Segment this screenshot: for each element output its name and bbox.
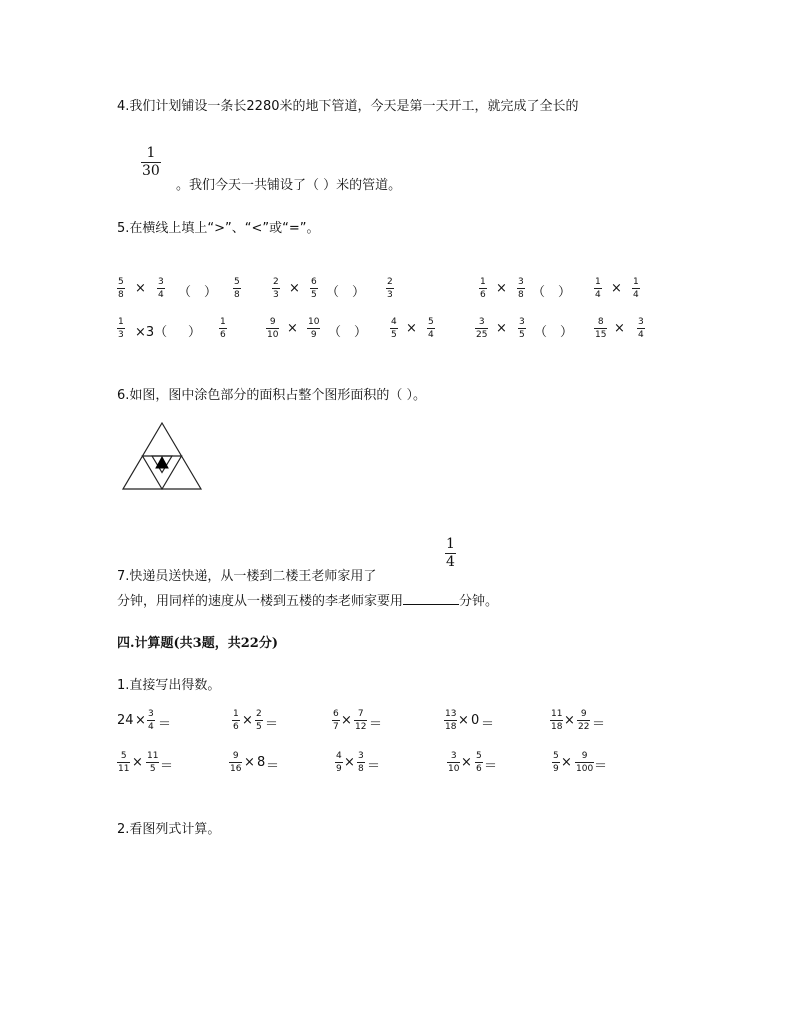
q5-r1-frac-a1 bbox=[117, 277, 125, 300]
q4-line2: 。我们今天一共铺设了（ ）米的管道。 bbox=[176, 178, 402, 193]
q7-fraction bbox=[445, 537, 456, 570]
q7-line2-post: 分钟。 bbox=[459, 594, 499, 609]
q5-r2-times-c: × bbox=[496, 321, 507, 336]
calc-r2-a-frac2-bar bbox=[146, 762, 159, 763]
q5-r1-frac-b3-bar bbox=[386, 288, 394, 289]
q4-frac-den: 30 bbox=[142, 163, 160, 179]
calc-r2-b-frac1-den: 16 bbox=[230, 764, 242, 774]
q5-r2-frac-b3-bar bbox=[390, 328, 398, 329]
q5-r2-frac-b2-num: 10 bbox=[308, 317, 320, 327]
calc-r2-a-frac1-num: 5 bbox=[120, 751, 127, 761]
q5-r1-frac-b1-den: 3 bbox=[273, 290, 279, 300]
calc-r1-d-frac1-num: 13 bbox=[445, 709, 457, 719]
q4-line1: 4.我们计划铺设一条长2280米的地下管道，今天是第一天开工，就完成了全长的 bbox=[117, 99, 579, 114]
calc-r2-c-frac2-num: 3 bbox=[358, 751, 364, 761]
q5-r2-frac-b1-num: 9 bbox=[269, 317, 276, 327]
q5-r2-frac-b4 bbox=[427, 317, 435, 340]
q5-r2-frac-c3-den: 15 bbox=[595, 330, 607, 340]
q5-r2-frac-b1 bbox=[266, 317, 279, 340]
q5-r1-frac-a1-den: 8 bbox=[118, 290, 124, 300]
q5-r2-times-b2: × bbox=[406, 321, 417, 336]
calc-r2-c-frac1-bar bbox=[335, 762, 343, 763]
calc-r1-e-frac2 bbox=[577, 709, 590, 732]
calc-r1-c-frac1 bbox=[332, 709, 340, 732]
q5-r1-frac-c4 bbox=[632, 277, 640, 300]
calc-r2-d-frac2-num: 5 bbox=[476, 751, 482, 761]
q5-r1-frac-a2 bbox=[157, 277, 165, 300]
q5-r2-times-b: × bbox=[287, 321, 298, 336]
calc-r1-b-eq[interactable]: ＝ bbox=[265, 717, 279, 732]
calc-r1-e-frac1-num: 11 bbox=[551, 709, 563, 719]
q5-r1-frac-a3 bbox=[233, 277, 241, 300]
calc-r2-e-frac1-den: 9 bbox=[553, 764, 559, 774]
q5-r2-frac-c2-num: 3 bbox=[519, 317, 525, 327]
q5-r2-frac-c3-bar bbox=[594, 328, 607, 329]
calc-r1-c-frac2-bar bbox=[354, 720, 367, 721]
calc-r2-d-frac2-bar bbox=[475, 762, 483, 763]
calc-r1-e-frac1 bbox=[550, 709, 563, 732]
q5-r1-frac-c4-num: 1 bbox=[633, 277, 639, 287]
q5-r2-frac-c3 bbox=[594, 317, 607, 340]
q5-r1-frac-a2-num: 3 bbox=[158, 277, 164, 287]
q5-r1-frac-a3-den: 8 bbox=[234, 290, 240, 300]
q5-r1-frac-b3 bbox=[386, 277, 394, 300]
calc-r1-a-frac-bar bbox=[147, 720, 155, 721]
q5-r1-frac-c3-den: 4 bbox=[595, 290, 601, 300]
q5-r1-frac-b3-den: 3 bbox=[387, 290, 393, 300]
calc-r2-d-times: × bbox=[461, 755, 472, 770]
q5-r2-frac-a2-bar bbox=[219, 328, 227, 329]
q5-r2-frac-b1-bar bbox=[266, 328, 279, 329]
calc-r1-c-frac2-num: 7 bbox=[357, 709, 364, 719]
calc-r2-c-frac1-num: 4 bbox=[336, 751, 342, 761]
calc-r1-e-frac2-den: 22 bbox=[578, 722, 590, 732]
q5-title: 5.在横线上填上“>”、“<”或“=”。 bbox=[117, 221, 320, 236]
q4-fraction bbox=[141, 146, 161, 179]
calc-r1-b-frac2-bar bbox=[255, 720, 263, 721]
calc-r1-c-frac2 bbox=[354, 709, 367, 732]
q5-r1-frac-b1-bar bbox=[272, 288, 280, 289]
calc-r2-c-frac1-den: 9 bbox=[336, 764, 342, 774]
q5-r2-frac-c4-den: 4 bbox=[638, 330, 644, 340]
q5-r1-frac-c2-bar bbox=[517, 288, 525, 289]
q5-r2-frac-b3-den: 5 bbox=[391, 330, 397, 340]
q5-r2-frac-c2-den: 5 bbox=[519, 330, 525, 340]
shaded-triangle bbox=[156, 457, 168, 468]
q5-r2-frac-a1-num: 1 bbox=[118, 317, 124, 327]
q5-r2-answer-a[interactable]: ） bbox=[188, 325, 202, 340]
calc-r1-c-frac1-den: 7 bbox=[333, 722, 339, 732]
q7-answer-blank[interactable] bbox=[403, 592, 459, 605]
q5-r2-frac-c4-bar bbox=[637, 328, 645, 329]
calc-r2-b-frac1-bar bbox=[229, 762, 242, 763]
q5-r2-frac-b1-den: 10 bbox=[267, 330, 279, 340]
q5-r1-frac-a3-bar bbox=[233, 288, 241, 289]
calc-r2-c-frac2-bar bbox=[357, 762, 365, 763]
calc-r1-a-frac-den: 4 bbox=[148, 722, 154, 732]
q5-r1-frac-c4-bar bbox=[632, 288, 640, 289]
q5-r1-frac-c2 bbox=[517, 277, 525, 300]
calc-r2-d-frac2-den: 6 bbox=[476, 764, 482, 774]
calc-r1-d-frac1 bbox=[444, 709, 457, 732]
q5-r2-frac-b2-den: 9 bbox=[310, 330, 317, 340]
calc-r2-c-times: × bbox=[344, 755, 355, 770]
q5-r1-times-c2: × bbox=[611, 281, 622, 296]
calc-r1-c-eq[interactable]: ＝ bbox=[369, 717, 383, 732]
q5-r1-frac-b3-num: 2 bbox=[387, 277, 393, 287]
calc-r1-c-times: × bbox=[341, 713, 352, 728]
calc-r2-e-frac1-num: 5 bbox=[553, 751, 559, 761]
q7-line2-pre: 分钟，用同样的速度从一楼到五楼的李老师家要用 bbox=[117, 594, 404, 609]
calc-r1-b-times: × bbox=[242, 713, 253, 728]
calc-r2-d-eq[interactable]: ＝ bbox=[484, 759, 498, 774]
q5-r1-frac-b2-bar bbox=[310, 288, 318, 289]
calc-r2-c-frac1 bbox=[335, 751, 343, 774]
calc-r2-e-frac2-num: 9 bbox=[581, 751, 588, 761]
calc-r2-d-frac1-num: 3 bbox=[450, 751, 457, 761]
calc-r2-d-frac2 bbox=[475, 751, 483, 774]
calc-r2-a-frac1-bar bbox=[117, 762, 130, 763]
calc-r1-e-eq[interactable]: ＝ bbox=[592, 717, 606, 732]
calc-r2-c-frac2-den: 8 bbox=[358, 764, 364, 774]
calc-r1-e-times: × bbox=[564, 713, 575, 728]
q5-r1-frac-b2-den: 5 bbox=[311, 290, 317, 300]
q5-r1-frac-c2-num: 3 bbox=[518, 277, 524, 287]
q5-r2-frac-c1-den: 25 bbox=[476, 330, 488, 340]
q5-r1-answer-c[interactable]: （ ） bbox=[532, 285, 572, 300]
q5-r1-times-c: × bbox=[496, 281, 507, 296]
calc-r2-c-frac2 bbox=[357, 751, 365, 774]
calc-r2-d-frac1-den: 10 bbox=[448, 764, 460, 774]
calc-r1-d-times: × bbox=[458, 713, 469, 728]
calc-r2-a-times: × bbox=[132, 755, 143, 770]
calc-r1-b-frac1-den: 6 bbox=[233, 722, 239, 732]
q5-r2-frac-a1-den: 3 bbox=[118, 330, 124, 340]
q5-r1-frac-c2-den: 8 bbox=[518, 290, 524, 300]
q5-r1-frac-c3-bar bbox=[594, 288, 602, 289]
calc-r1-e-frac1-bar bbox=[550, 720, 563, 721]
q5-r1-frac-a1-bar bbox=[117, 288, 125, 289]
q5-r2-frac-c1 bbox=[475, 317, 488, 340]
q5-r1-frac-c3 bbox=[594, 277, 602, 300]
calc-r1-c-frac1-bar bbox=[332, 720, 340, 721]
calc-r1-a-int: 24 bbox=[117, 713, 134, 728]
q5-r1-frac-c1 bbox=[479, 277, 487, 300]
q5-r2-frac-b4-bar bbox=[427, 328, 435, 329]
calc2-title: 2.看图列式计算。 bbox=[117, 822, 221, 837]
q5-r2-frac-c2-bar bbox=[518, 328, 526, 329]
q5-r1-answer-a[interactable]: （ ） bbox=[178, 285, 218, 300]
calc-r2-a-frac2 bbox=[146, 751, 159, 774]
calc-r2-b-times: × bbox=[244, 755, 255, 770]
q5-r2-times-c2: × bbox=[614, 321, 625, 336]
q5-r1-frac-a1-num: 5 bbox=[118, 277, 124, 287]
q5-r1-frac-c1-den: 6 bbox=[480, 290, 486, 300]
q7-frac-den: 4 bbox=[446, 554, 455, 570]
calc-r1-c-frac2-den: 12 bbox=[355, 722, 367, 732]
calc-r2-e-eq[interactable]: ＝ bbox=[594, 759, 608, 774]
calc-r1-a-frac-num: 3 bbox=[148, 709, 154, 719]
calc-r1-b-frac1-num: 1 bbox=[233, 709, 239, 719]
calc-r2-a-frac2-num: 11 bbox=[147, 751, 159, 761]
q5-r2-frac-b2 bbox=[307, 317, 320, 340]
calc-r2-e-frac2-den: 100 bbox=[576, 764, 594, 774]
q5-r1-frac-b2 bbox=[310, 277, 318, 300]
calc-r1-c-frac1-num: 6 bbox=[333, 709, 339, 719]
calc1-title: 1.直接写出得数。 bbox=[117, 678, 221, 693]
q5-r1-frac-b1 bbox=[272, 277, 280, 300]
calc-r1-a-times: × bbox=[135, 713, 146, 728]
calc-r2-e-frac2 bbox=[575, 751, 594, 774]
q5-r1-frac-a2-bar bbox=[157, 288, 165, 289]
calc-r2-a-frac2-den: 5 bbox=[149, 764, 156, 774]
calc-r1-a-frac bbox=[147, 709, 155, 732]
q4-frac-num: 1 bbox=[146, 145, 156, 161]
q5-r2-frac-c2 bbox=[518, 317, 526, 340]
q7-line2 bbox=[117, 590, 498, 609]
q5-r2-frac-b4-den: 4 bbox=[428, 330, 434, 340]
q5-r2-frac-a2-num: 1 bbox=[220, 317, 226, 327]
q5-r2-frac-c1-bar bbox=[475, 328, 488, 329]
q6-triangle-figure bbox=[120, 420, 204, 492]
calc-r2-b-frac1-num: 9 bbox=[232, 751, 239, 761]
q5-r2-frac-c4 bbox=[637, 317, 645, 340]
q5-r1-frac-c1-bar bbox=[479, 288, 487, 289]
calc-r2-e-times: × bbox=[561, 755, 572, 770]
calc-r1-b-frac2 bbox=[255, 709, 263, 732]
q5-r2-frac-b3-num: 4 bbox=[391, 317, 397, 327]
q5-r2-frac-c3-num: 8 bbox=[597, 317, 604, 327]
q6-title: 6.如图，图中涂色部分的面积占整个图形面积的（ ）。 bbox=[117, 388, 427, 403]
section-heading: 四.计算题(共3题，共22分) bbox=[117, 636, 278, 651]
calc-r2-d-frac1 bbox=[447, 751, 460, 774]
q7-frac-num: 1 bbox=[446, 536, 455, 552]
calc-r1-e-frac2-bar bbox=[577, 720, 590, 721]
calc-r2-a-frac1-den: 11 bbox=[118, 764, 130, 774]
calc-r1-d-frac1-den: 18 bbox=[445, 722, 457, 732]
calc-r1-e-frac2-num: 9 bbox=[580, 709, 587, 719]
q5-r2-times-three: ×3（ bbox=[135, 325, 168, 340]
q5-r1-frac-a3-num: 5 bbox=[234, 277, 240, 287]
q5-r2-frac-b4-num: 5 bbox=[428, 317, 434, 327]
calc-r1-d-frac1-bar bbox=[444, 720, 457, 721]
calc-r2-e-frac1 bbox=[552, 751, 560, 774]
q5-r1-frac-c4-den: 4 bbox=[633, 290, 639, 300]
calc-r1-d-eq[interactable]: ＝ bbox=[481, 717, 495, 732]
q5-r2-answer-b[interactable]: （ ） bbox=[328, 325, 368, 340]
q5-r1-frac-b2-num: 6 bbox=[311, 277, 317, 287]
q5-r2-frac-a2 bbox=[219, 317, 227, 340]
calc-r1-b-frac2-num: 2 bbox=[256, 709, 262, 719]
q5-r1-frac-b1-num: 2 bbox=[273, 277, 279, 287]
q5-r2-frac-c4-num: 3 bbox=[638, 317, 644, 327]
q7-line1: 7.快递员送快递，从一楼到二楼王老师家用了 bbox=[117, 569, 377, 584]
q5-r1-frac-a2-den: 4 bbox=[158, 290, 164, 300]
q5-r2-frac-a2-den: 6 bbox=[220, 330, 226, 340]
q5-r2-frac-a1-bar bbox=[117, 328, 125, 329]
calc-r1-e-frac1-den: 18 bbox=[551, 722, 563, 732]
q5-r1-times-a: × bbox=[135, 281, 146, 296]
calc-r2-a-eq[interactable]: ＝ bbox=[160, 759, 174, 774]
calc-r1-b-frac1-bar bbox=[232, 720, 240, 721]
calc-r2-a-frac1 bbox=[117, 751, 130, 774]
q5-r1-frac-c1-num: 1 bbox=[480, 277, 486, 287]
q5-r2-answer-c[interactable]: （ ） bbox=[534, 325, 574, 340]
q5-r1-times-b: × bbox=[289, 281, 300, 296]
q5-r2-frac-c1-num: 3 bbox=[478, 317, 485, 327]
q5-r2-frac-b3 bbox=[390, 317, 398, 340]
q5-r1-answer-b[interactable]: （ ） bbox=[326, 285, 366, 300]
calc-r2-c-eq[interactable]: ＝ bbox=[367, 759, 381, 774]
calc-r2-d-frac1-bar bbox=[447, 762, 460, 763]
q5-r2-frac-b2-bar bbox=[307, 328, 320, 329]
calc-r1-d-int: 0 bbox=[471, 713, 480, 728]
calc-r2-e-frac2-bar bbox=[575, 762, 594, 763]
calc-r1-a-eq[interactable]: ＝ bbox=[158, 717, 172, 732]
q5-r1-frac-c3-num: 1 bbox=[595, 277, 601, 287]
calc-r2-e-frac1-bar bbox=[552, 762, 560, 763]
calc-r2-b-frac1 bbox=[229, 751, 242, 774]
calc-r1-b-frac1 bbox=[232, 709, 240, 732]
q5-r2-frac-a1 bbox=[117, 317, 125, 340]
calc-r2-b-int: 8 bbox=[257, 755, 266, 770]
calc-r1-b-frac2-den: 5 bbox=[256, 722, 262, 732]
calc-r2-b-eq[interactable]: ＝ bbox=[266, 759, 280, 774]
